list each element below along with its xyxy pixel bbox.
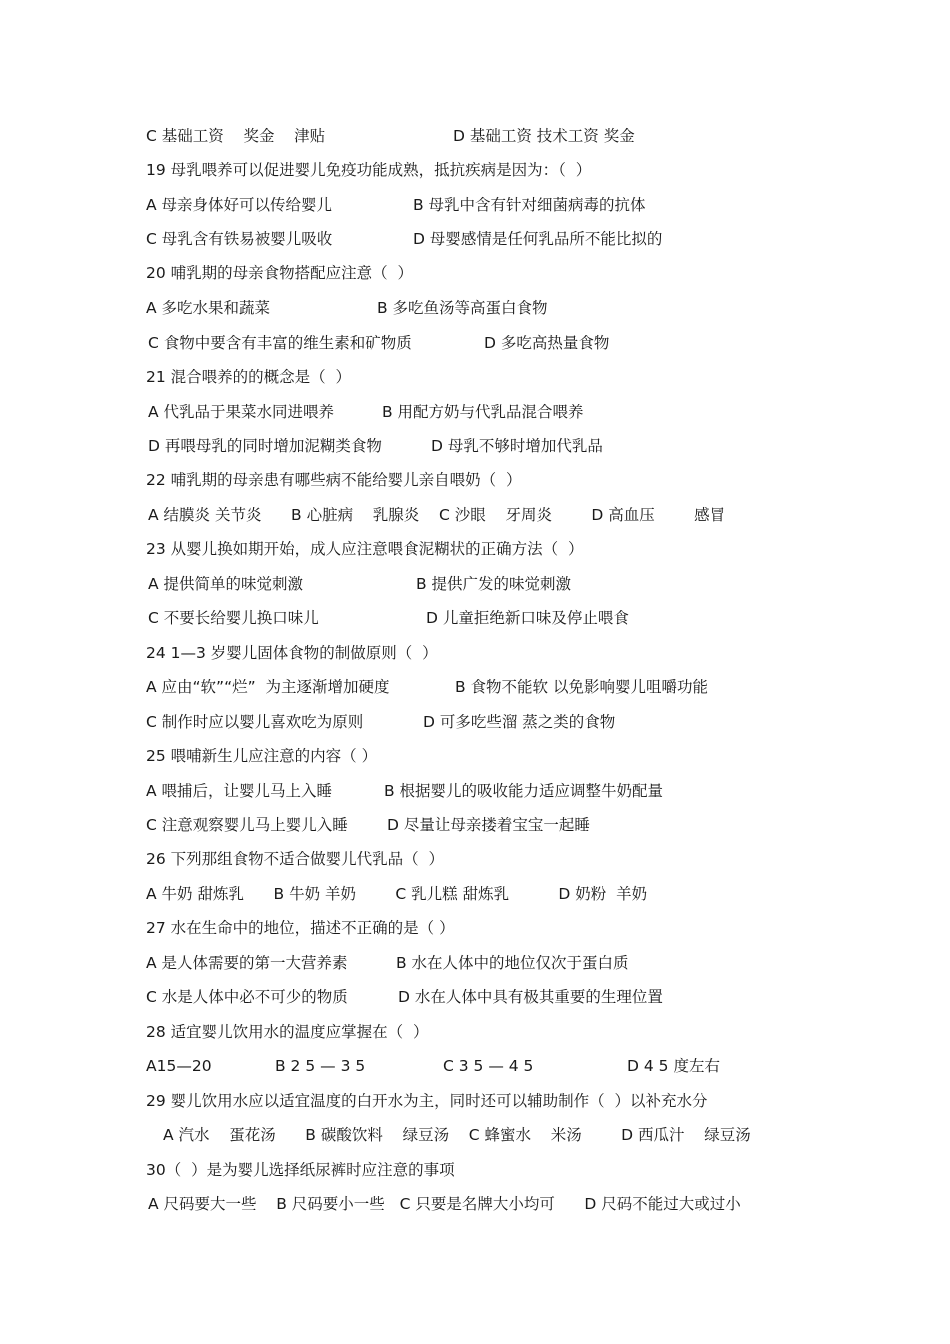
text-line-28: 29 婴儿饮用水应以适宜温度的白开水为主，同时还可以辅助制作（ ）以补充水分 [146,1092,708,1110]
text-line-25-2: D 水在人体中具有极其重要的生理位置 [398,988,663,1006]
text-line-0-2: D 基础工资 技术工资 奖金 [453,127,635,145]
text-line-8-2: B 用配方奶与代乳品混合喂养 [382,403,584,421]
text-line-13-2: B 提供广发的味觉刺激 [416,575,572,593]
text-line-31: A 尺码要大一些 B 尺码要小一些 C 只要是名牌大小均可 D 尺码不能过大或过小 [148,1195,741,1213]
text-line-29: A 汽水 蛋花汤 B 碳酸饮料 绿豆汤 C 蜂蜜水 米汤 D 西瓜汁 绿豆汤 [163,1126,751,1144]
text-line-12: 23 从婴儿换如期开始，成人应注意喂食泥糊状的正确方法（ ） [146,540,584,558]
text-line-3-2: D 母婴感情是任何乳品所不能比拟的 [413,230,663,248]
text-line-30: 30（ ）是为婴儿选择纸尿裤时应注意的事项 [146,1161,455,1179]
text-line-14-2: D 儿童拒绝新口味及停止喂食 [426,609,629,627]
text-line-27-2: B 2 5 — 3 5 [275,1057,366,1075]
text-line-2-2: B 母乳中含有针对细菌病毒的抗体 [413,196,646,214]
text-line-2: A 母亲身体好可以传给婴儿 [146,196,333,214]
text-line-6-2: D 多吃高热量食物 [484,334,610,352]
text-line-27-4: D 4 5 度左右 [627,1057,720,1075]
text-line-10: 22 哺乳期的母亲患有哪些病不能给婴儿亲自喂奶（ ） [146,471,522,489]
text-line-16-2: B 食物不能软 以免影响婴儿咀嚼功能 [455,678,708,696]
text-line-9: D 再喂母乳的同时增加泥糊类食物 [148,437,382,455]
text-line-17: C 制作时应以婴儿喜欢吃为原则 [146,713,364,731]
text-line-21: 26 下列那组食物不适合做婴儿代乳品（ ） [146,850,445,868]
text-line-15: 24 1—3 岁婴儿固体食物的制做原则（ ） [146,644,438,662]
text-line-19-2: B 根据婴儿的吸收能力适应调整牛奶配量 [384,782,664,800]
text-line-20: C 注意观察婴儿马上婴儿入睡 [146,816,348,834]
text-line-16: A 应由“软”“烂” 为主逐渐增加硬度 [146,678,390,696]
text-line-13: A 提供简单的味觉刺激 [148,575,304,593]
text-line-8: A 代乳品于果菜水同进喂养 [148,403,335,421]
text-line-24: A 是人体需要的第一大营养素 [146,954,348,972]
text-line-27-3: C 3 5 — 4 5 [443,1057,534,1075]
text-line-20-2: D 尽量让母亲搂着宝宝一起睡 [387,816,590,834]
text-line-5-2: B 多吃鱼汤等高蛋白食物 [377,299,548,317]
text-line-22: A 牛奶 甜炼乳 B 牛奶 羊奶 C 乳儿糕 甜炼乳 D 奶粉 羊奶 [146,885,648,903]
text-line-23: 27 水在生命中的地位，描述不正确的是（ ） [146,919,455,937]
text-line-17-2: D 可多吃些溜 蒸之类的食物 [423,713,616,731]
text-line-1: 19 母乳喂养可以促进婴儿免疫功能成熟，抵抗疾病是因为：（ ） [146,161,592,179]
text-line-27: A15—20 [146,1057,212,1075]
text-line-4: 20 哺乳期的母亲食物搭配应注意（ ） [146,264,414,282]
text-line-18: 25 喂哺新生儿应注意的内容（ ） [146,747,378,765]
text-line-0: C 基础工资 奖金 津贴 [146,127,326,145]
text-line-25: C 水是人体中必不可少的物质 [146,988,348,1006]
text-line-6: C 食物中要含有丰富的维生素和矿物质 [148,334,412,352]
text-line-26: 28 适宜婴儿饮用水的温度应掌握在（ ） [146,1023,429,1041]
text-line-5: A 多吃水果和蔬菜 [146,299,271,317]
text-line-14: C 不要长给婴儿换口味儿 [148,609,319,627]
text-line-9-2: D 母乳不够时增加代乳品 [431,437,603,455]
text-line-11: A 结膜炎 关节炎 B 心脏病 乳腺炎 C 沙眼 牙周炎 D 高血压 感冒 [148,506,726,524]
text-line-3: C 母乳含有铁易被婴儿吸收 [146,230,333,248]
text-line-7: 21 混合喂养的的概念是（ ） [146,368,352,386]
text-line-24-2: B 水在人体中的地位仅次于蛋白质 [396,954,629,972]
text-line-19: A 喂捕后，让婴儿马上入睡 [146,782,333,800]
